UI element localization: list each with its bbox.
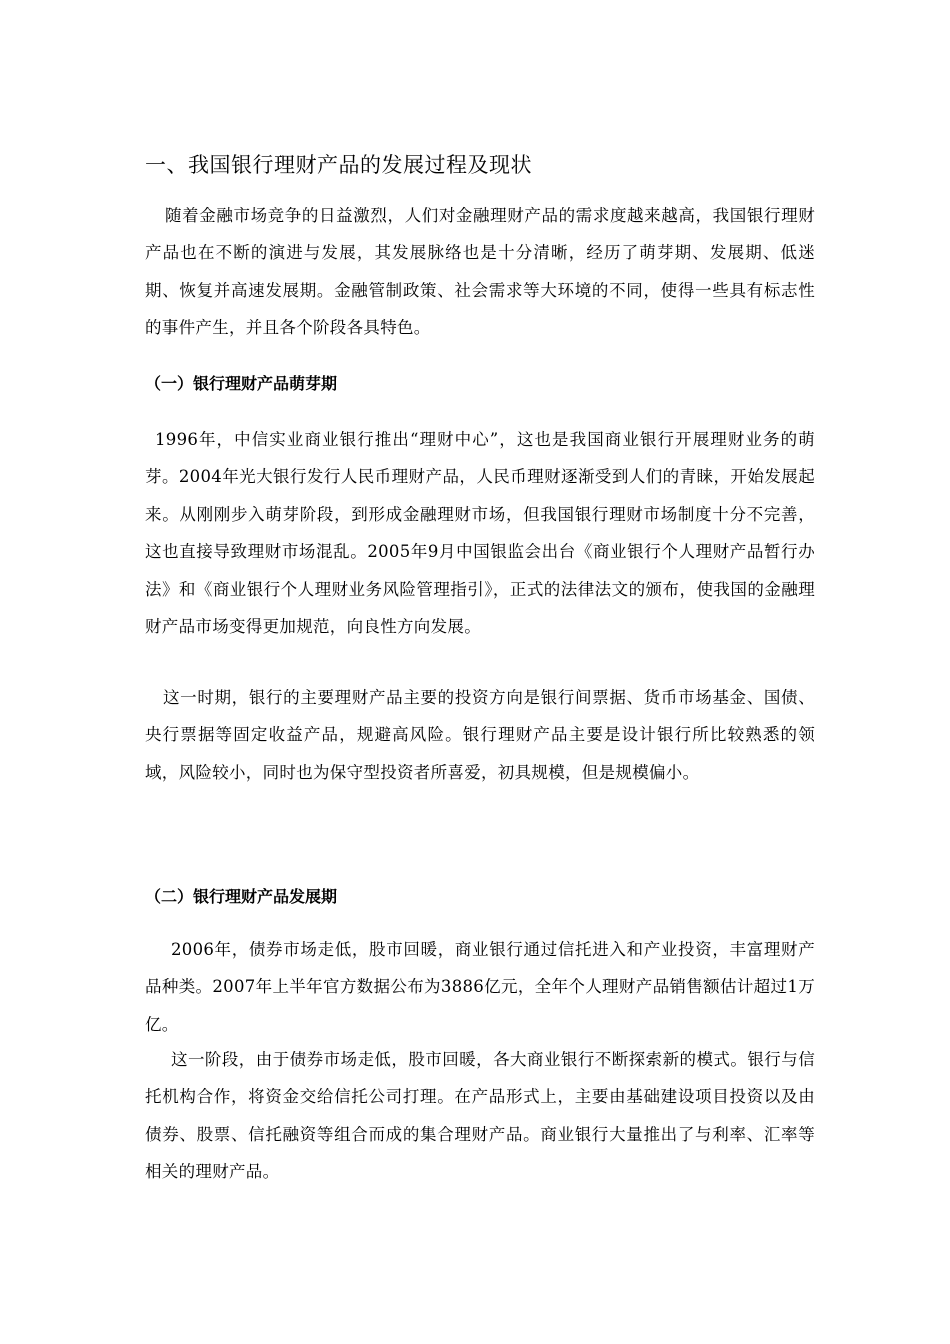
subsection-1-paragraph-2: 这一时期，银行的主要理财产品主要的投资方向是银行间票据、货币市场基金、国债、央行票据等固定收益产品，规避高风险。银行理财产品主要是设计银行所比较熟悉的领域，风险较小，同时也为保守型投资者所喜爱，初具规模，但是规模偏小。 [145, 688, 815, 782]
intro-paragraph: 随着金融市场竞争的日益激烈，人们对金融理财产品的需求度越来越高，我国银行理财产品也在不断的演进与发展，其发展脉络也是十分清晰，经历了萌芽期、发展期、低迷期、恢复并高速发展期。金融管制政策、社会需求等大环境的不同，使得一些具有标志性的事件产生，并且各个阶段各具特色。 [145, 206, 815, 338]
subsection-1-title: （一）银行理财产品萌芽期 [145, 374, 338, 393]
subsection-2-paragraph-2: 这一阶段，由于债券市场走低，股市回暖，各大商业银行不断探索新的模式。银行与信托机构合作，将资金交给信托公司打理。在产品形式上，主要由基础建设项目投资以及由债券、股票、信托融资等组合而成的集合理财产品。商业银行大量推出了与利率、汇率等相关的理财产品。 [145, 1050, 815, 1182]
subsection-2-paragraph-1: 2006年，债券市场走低，股市回暖，商业银行通过信托进入和产业投资，丰富理财产品种类。2007年上半年官方数据公布为3886亿元，全年个人理财产品销售额估计超过1万亿。 [145, 940, 815, 1034]
subsection-1-paragraph-1: 1996年，中信实业商业银行推出“理财中心”，这也是我国商业银行开展理财业务的萌芽。2004年光大银行发行人民币理财产品，人民币理财逐渐受到人们的青睐，开始发展起来。从刚刚步入萌芽阶段，到形成金融理财市场，但我国银行理财市场制度十分不完善，这也直接导致理财市场混乱。2005年9月中国银监会出台《商业银行个人理财产品暂行办法》和《商业银行个人理财业务风险管理指引》，正式的法律法文的颁布，使我国的金融理财产品市场变得更加规范，向良性方向发展。 [145, 430, 815, 637]
section-heading: 一、我国银行理财产品的发展过程及现状 [145, 153, 532, 177]
subsection-2-title: （二）银行理财产品发展期 [145, 887, 338, 906]
